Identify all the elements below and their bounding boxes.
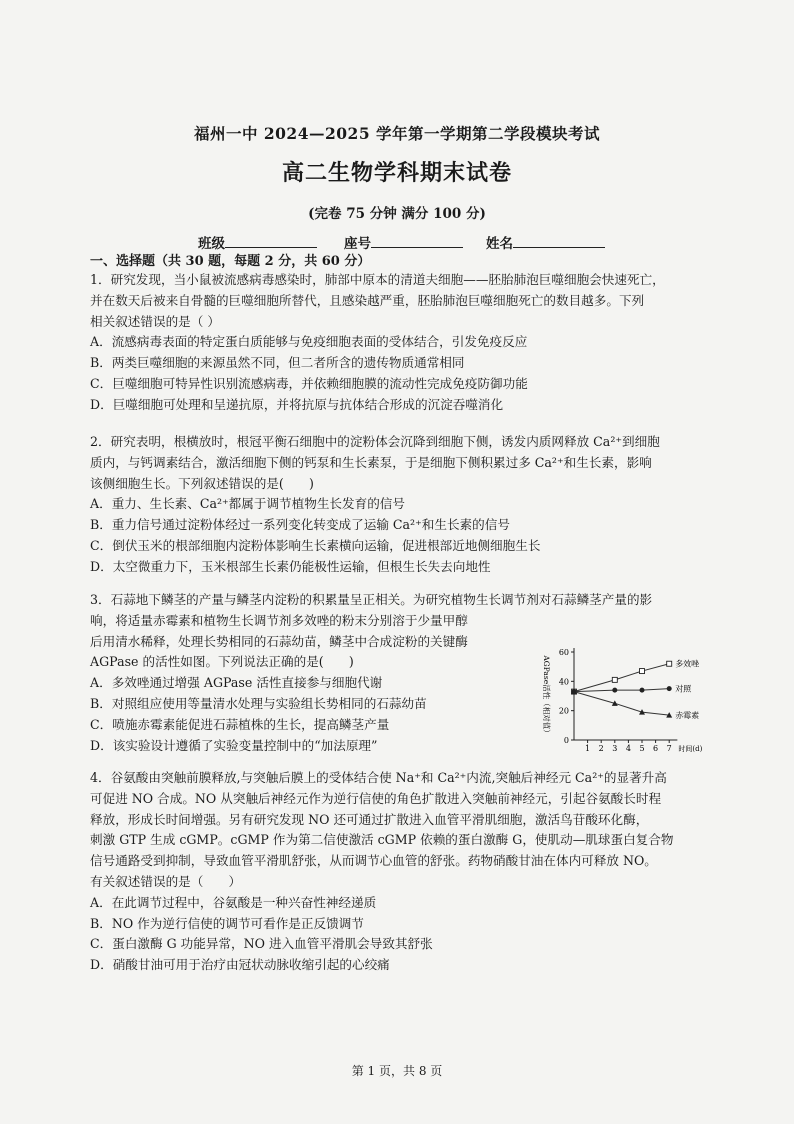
section-heading: 一、选择题（共 30 题，每题 2 分，共 60 分） <box>90 254 371 269</box>
y-tick-label: 60 <box>558 648 569 657</box>
class-label: 班级 <box>198 236 225 252</box>
exam-subtitle: (完卷 75 分钟 满分 100 分) <box>308 206 486 222</box>
option-c: C．巨噬细胞可特异性识别流感病毒，并依赖细胞膜的流动性完成免疫防御功能 <box>90 375 528 391</box>
question-line: 并在数天后被来自骨髓的巨噬细胞所替代，且感染越严重，胚胎肺泡巨噬细胞死亡的数目越多。下列 <box>90 292 645 308</box>
name-field <box>486 232 605 252</box>
series-line-2 <box>574 692 669 715</box>
question-line: 4．谷氨酸由突触前膜释放,与突触后膜上的受体结合使 Na⁺和 Ca²⁺内流,突触后神经元 Ca²⁺的显著升高 <box>90 770 667 785</box>
question-line: 信号通路受到抑制，导致血管平滑肌舒张，从而调节心血管的舒张。药物硝酸甘油在体内可释放 NO。 <box>90 853 657 869</box>
question-line: 后用清水稀释，处理长势相同的石蒜幼苗，鳞茎中合成淀粉的关键酶 <box>90 633 468 649</box>
question-4 <box>90 768 673 976</box>
question-2 <box>90 432 660 578</box>
x-tick-label: 2 <box>598 744 604 753</box>
x-tick-label: 1 <box>585 744 591 753</box>
option-d: D．太空微重力下，玉米根部生长素仍能极性运输，但根生长失去向地性 <box>90 558 491 574</box>
class-field <box>198 232 317 252</box>
series-label: 赤霉素 <box>675 711 700 721</box>
question-line: 响，将适量赤霉素和植物生长调节剂多效唑的粉末分别溶于少量甲醇 <box>90 612 468 628</box>
x-tick-label: 7 <box>666 744 672 753</box>
question-line: AGPase 的活性如图。下列说法正确的是( ) <box>90 654 354 670</box>
option-b: B．对照组应使用等量清水处理与实验组长势相同的石蒜幼苗 <box>90 695 427 711</box>
question-1 <box>90 270 665 416</box>
y-tick-label: 20 <box>558 706 569 716</box>
name-blank <box>513 234 605 248</box>
option-a: A．在此调节过程中，谷氨酸是一种兴奋性神经递质 <box>90 894 377 910</box>
class-blank <box>225 234 317 248</box>
agpase-chart <box>530 640 720 755</box>
x-tick-label: 6 <box>653 744 659 753</box>
question-line: 质内，与钙调素结合，激活细胞下侧的钙泵和生长素泵，于是细胞下侧积累过多 Ca²⁺和生长素，影响 <box>90 454 652 470</box>
y-axis-label: AGPase活性（相对值） <box>542 655 551 737</box>
question-line: 可促进 NO 合成。NO 从突触后神经元作为逆行信使的角色扩散进入突触前神经元，引起谷氨酸长时程 <box>90 790 662 806</box>
seat-label: 座号 <box>344 236 371 252</box>
question-line: 该侧细胞生长。下列叙述错误的是( ) <box>90 475 314 491</box>
option-c: C．倒伏玉米的根部细胞内淀粉体影响生长素横向运输，促进根部近地侧细胞生长 <box>90 537 541 553</box>
question-line: 刺激 GTP 生成 cGMP。cGMP 作为第二信使激活 cGMP 依赖的蛋白激酶 G，使肌动—肌球蛋白复合物 <box>90 832 674 848</box>
option-d: D．该实验设计遵循了实验变量控制中的“加法原理” <box>90 737 378 753</box>
series-label: 多效唑 <box>675 659 700 669</box>
seat-blank <box>371 234 463 248</box>
data-point <box>640 669 645 674</box>
data-point <box>667 686 672 691</box>
option-b: B．两类巨噬细胞的来源虽然不同，但二者所含的遗传物质通常相同 <box>90 355 465 371</box>
series-line-0 <box>574 664 669 692</box>
option-d: D．硝酸甘油可用于治疗由冠状动脉收缩引起的心绞痛 <box>90 957 390 973</box>
x-axis-label: 时间(d) <box>678 745 703 753</box>
option-c: C．喷施赤霉素能促进石蒜植株的生长，提高鳞茎产量 <box>90 716 390 732</box>
option-b: B．重力信号通过淀粉体经过一系列变化转变成了运输 Ca²⁺和生长素的信号 <box>90 517 510 533</box>
question-line: 释放，形成长时间增强。另有研究发现 NO 还可通过扩散进入血管平滑肌细胞，激活鸟苷酸环化酶， <box>90 811 649 827</box>
name-label: 姓名 <box>486 236 513 252</box>
data-point <box>612 677 617 682</box>
y-tick-label: 0 <box>563 736 569 745</box>
x-tick-label: 5 <box>639 744 645 753</box>
page-footer: 第 1 页，共 8 页 <box>351 1064 443 1078</box>
option-a: A．重力、生长素、Ca²⁺都属于调节植物生长发育的信号 <box>90 496 405 512</box>
question-line: 相关叙述错误的是（ ） <box>90 313 220 329</box>
question-line: 有关叙述错误的是（ ） <box>90 873 242 889</box>
option-c: C．蛋白激酶 G 功能异常，NO 进入血管平滑肌会导致其舒张 <box>90 936 433 952</box>
series-label: 对照 <box>675 684 692 694</box>
data-point <box>667 661 672 666</box>
data-point <box>612 688 617 693</box>
x-tick-label: 3 <box>612 744 618 753</box>
question-line: 1．研究发现，当小鼠被流感病毒感染时，肺部中原本的清道夫细胞——胚胎肺泡巨噬细胞会快速死亡， <box>90 272 665 287</box>
question-line: 2．研究表明，根横放时，根冠平衡石细胞中的淀粉体会沉降到细胞下侧，诱发内质网释放 Ca²⁺到细胞 <box>90 434 660 449</box>
page-title: 高二生物学科期末试卷 <box>281 160 512 186</box>
option-a: A．流感病毒表面的特定蛋白质能够与免疫细胞表面的受体结合，引发免疫反应 <box>90 334 528 350</box>
data-point <box>640 688 645 693</box>
seat-field <box>344 232 463 252</box>
option-b: B．NO 作为逆行信使的调节可看作是正反馈调节 <box>90 915 364 931</box>
series-line-1 <box>574 689 669 692</box>
option-d: D．巨噬细胞可处理和呈递抗原，并将抗原与抗体结合形成的沉淀吞噬消化 <box>90 396 504 412</box>
school-line: 福州一中 2024—2025 学年第一学期第二学段模块考试 <box>193 124 601 143</box>
y-tick-label: 40 <box>558 677 569 687</box>
x-tick-label: 4 <box>625 744 631 753</box>
option-a: A．多效唑通过增强 AGPase 活性直接参与细胞代谢 <box>90 675 383 691</box>
question-line: 3．石蒜地下鳞茎的产量与鳞茎内淀粉的积累量呈正相关。为研究植物生长调节剂对石蒜鳞茎产量的影 <box>90 592 653 607</box>
